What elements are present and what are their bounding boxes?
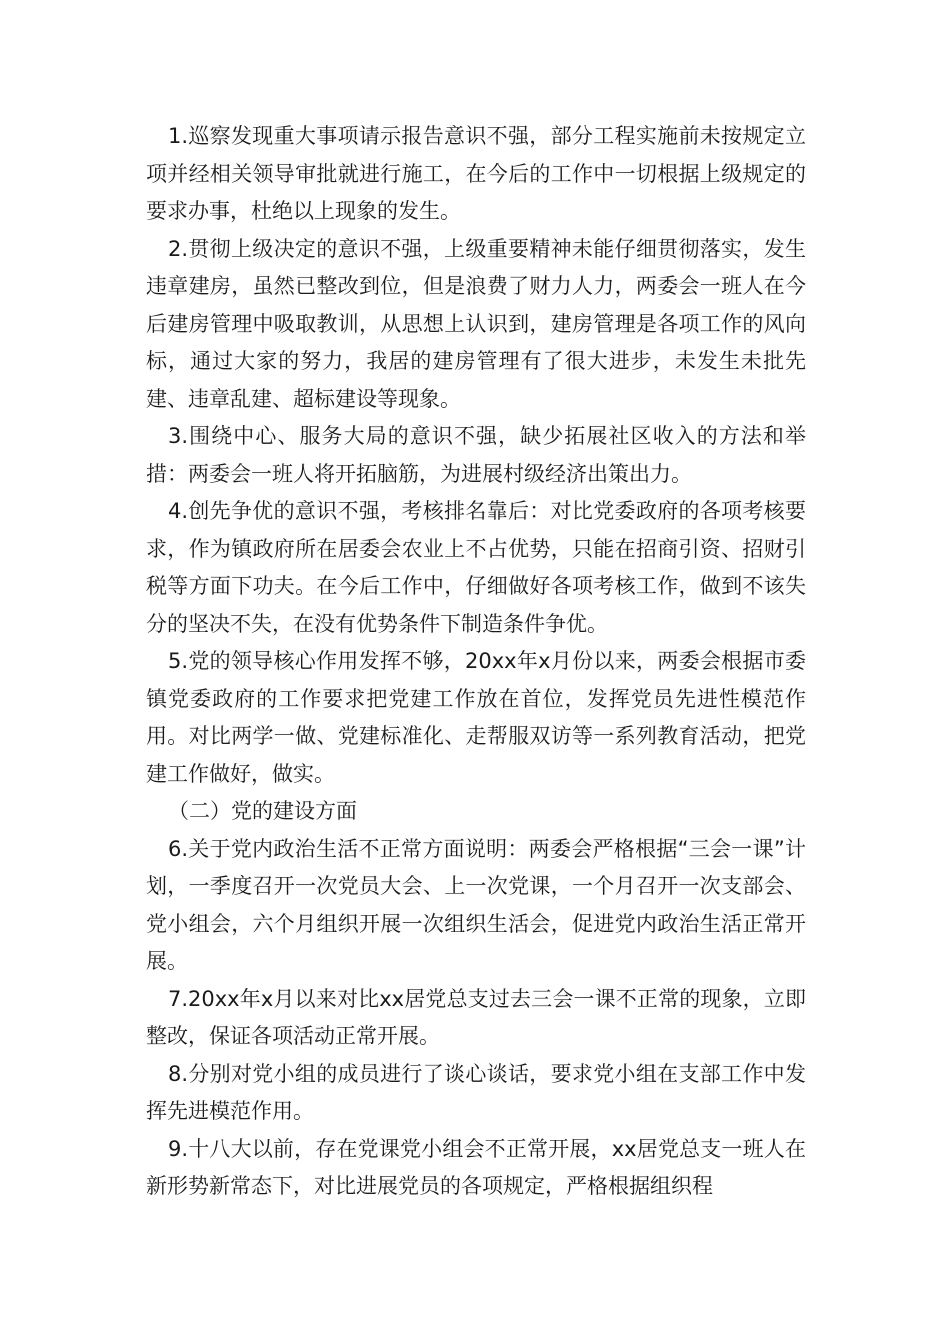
- paragraph-6: 6.关于党内政治生活不正常方面说明：两委会严格根据“三会一课”计划，一季度召开一次党员大会、上一次党课，一个月召开一次支部会、党小组会，六个月组织开展一次组织生活会，促进党内政治生活正常开展。: [146, 836, 806, 973]
- paragraph-4: 4.创先争优的意识不强，考核排名靠后：对比党委政府的各项考核要求，作为镇政府所在居委会农业上不占优势，只能在招商引资、招财引税等方面下功夫。在今后工作中，仔细做好各项考核工作，做到不该失分的坚决不失，在没有优势条件下制造条件争优。: [146, 499, 806, 636]
- document-body: [146, 118, 806, 1206]
- paragraph-7: 7.20xx年x月以来对比xx居党总支过去三会一课不正常的现象，立即整改，保证各项活动正常开展。: [146, 986, 806, 1048]
- paragraph-3: 3.围绕中心、服务大局的意识不强，缺少拓展社区收入的方法和举措：两委会一班人将开拓脑筋，为进展村级经济出策出力。: [146, 424, 806, 486]
- paragraph-5: 5.党的领导核心作用发挥不够，20xx年x月份以来，两委会根据市委镇党委政府的工作要求把党建工作放在首位，发挥党员先进性模范作用。对比两学一做、党建标准化、走帮服双访等一系列教育活动，把党建工作做好，做实。: [146, 649, 806, 786]
- paragraph-2: 2.贯彻上级决定的意识不强，上级重要精神未能仔细贯彻落实，发生违章建房，虽然已整改到位，但是浪费了财力人力，两委会一班人在今后建房管理中吸取教训，从思想上认识到，建房管理是各项工作的风向标，通过大家的努力，我居的建房管理有了很大进步，未发生未批先建、违章乱建、超标建设等现象。: [146, 236, 806, 411]
- section-heading: （二）党的建设方面: [168, 799, 357, 823]
- paragraph-9: 9.十八大以前，存在党课党小组会不正常开展，xx居党总支一班人在新形势新常态下，对比进展党员的各项规定，严格根据组织程: [146, 1136, 806, 1198]
- paragraph-8: 8.分别对党小组的成员进行了谈心谈话，要求党小组在支部工作中发挥先进模范作用。: [146, 1061, 806, 1123]
- paragraph-1: 1.巡察发现重大事项请示报告意识不强，部分工程实施前未按规定立项并经相关领导审批就进行施工，在今后的工作中一切根据上级规定的要求办事，杜绝以上现象的发生。: [146, 124, 806, 223]
